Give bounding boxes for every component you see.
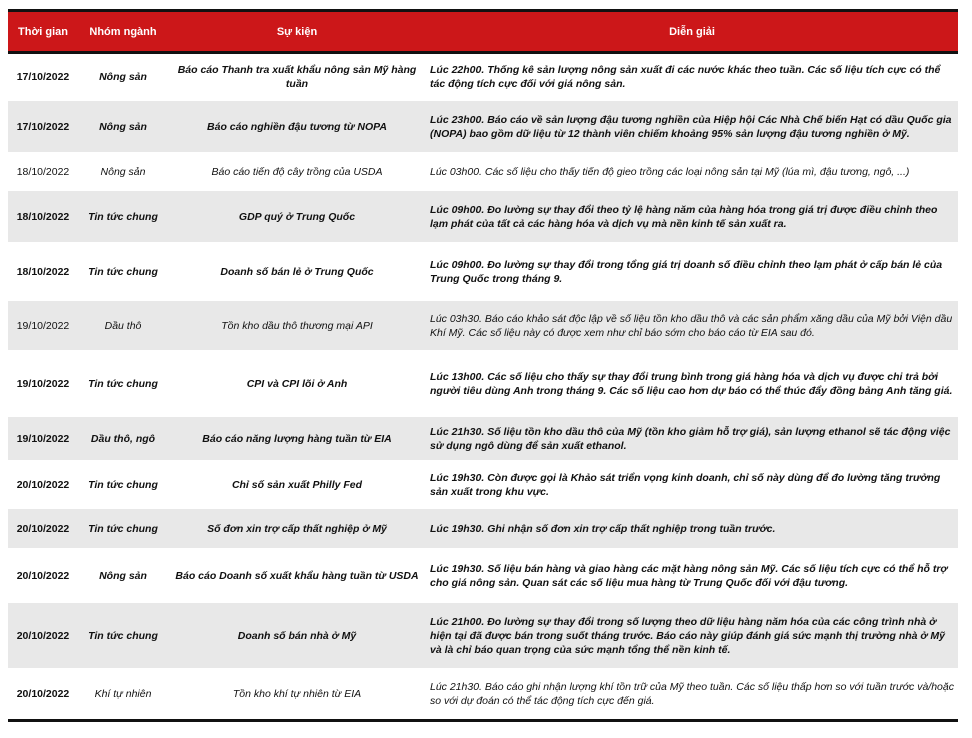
header-row xyxy=(8,11,958,53)
cell-date: 19/10/2022 xyxy=(8,417,78,461)
cell-sector: Nông sản xyxy=(78,153,168,191)
cell-event: Chỉ số sản xuất Philly Fed xyxy=(168,461,426,509)
cell-description: Lúc 19h30. Số liệu bán hàng và giao hàng các mặt hàng nông sản Mỹ. Các số liệu tích cực có thể hỗ trợ cho giá nông sản. Quan sát các số liệu mua hàng từ Trung Quốc đối với đậu tương. xyxy=(426,549,958,603)
cell-date: 18/10/2022 xyxy=(8,243,78,301)
header-sector: Nhóm ngành xyxy=(78,11,168,53)
cell-description: Lúc 19h30. Ghi nhận số đơn xin trợ cấp thất nghiệp trong tuần trước. xyxy=(426,509,958,549)
cell-description: Lúc 23h00. Báo cáo về sản lượng đậu tương nghiền của Hiệp hội Các Nhà Chế biến Hạt có dầu Quốc gia (NOPA) bao gồm dữ liệu từ 12 thành viên chiếm khoảng 95% sản lượng đậu tương nghiền ở Mỹ. xyxy=(426,101,958,153)
cell-sector: Tin tức chung xyxy=(78,351,168,417)
cell-sector: Nông sản xyxy=(78,53,168,101)
cell-sector: Khí tự nhiên xyxy=(78,669,168,721)
table-row xyxy=(8,153,958,191)
cell-event: Báo cáo Thanh tra xuất khẩu nông sản Mỹ hàng tuần xyxy=(168,53,426,101)
cell-date: 20/10/2022 xyxy=(8,461,78,509)
cell-event: Số đơn xin trợ cấp thất nghiệp ở Mỹ xyxy=(168,509,426,549)
cell-description: Lúc 22h00. Thống kê sản lượng nông sản xuất đi các nước khác theo tuần. Các số liệu tích cực có thể tác động tích cực đối với giá nông sản. xyxy=(426,53,958,101)
cell-sector: Tin tức chung xyxy=(78,243,168,301)
cell-event: Doanh số bán nhà ở Mỹ xyxy=(168,603,426,669)
cell-event: Báo cáo Doanh số xuất khẩu hàng tuần từ USDA xyxy=(168,549,426,603)
cell-event: GDP quý ở Trung Quốc xyxy=(168,191,426,243)
cell-event: Tồn kho khí tự nhiên từ EIA xyxy=(168,669,426,721)
table-row xyxy=(8,53,958,101)
cell-description: Lúc 13h00. Các số liệu cho thấy sự thay đổi trung bình trong giá hàng hóa và dịch vụ được chi trả bởi người tiêu dùng Anh trong tháng 9. Các số liệu cao hơn dự báo có thể thúc đẩy đồng bảng Anh tăng giá. xyxy=(426,351,958,417)
cell-description: Lúc 21h30. Báo cáo ghi nhận lượng khí tồn trữ của Mỹ theo tuần. Các số liệu thấp hơn so với tuần trước và/hoặc so với dự đoán có thể tác động tích cực đến giá. xyxy=(426,669,958,721)
event-calendar-table xyxy=(8,9,958,722)
cell-date: 18/10/2022 xyxy=(8,191,78,243)
cell-event: CPI và CPI lõi ở Anh xyxy=(168,351,426,417)
table-row xyxy=(8,191,958,243)
cell-date: 20/10/2022 xyxy=(8,549,78,603)
cell-sector: Dầu thô xyxy=(78,301,168,351)
header-time: Thời gian xyxy=(8,11,78,53)
header-event: Sự kiện xyxy=(168,11,426,53)
cell-sector: Tin tức chung xyxy=(78,191,168,243)
cell-description: Lúc 21h30. Số liệu tồn kho dầu thô của Mỹ (tồn kho giảm hỗ trợ giá), sản lượng ethanol sẽ tác động việc sử dụng ngô dùng để sản xuất ethanol. xyxy=(426,417,958,461)
cell-sector: Dầu thô, ngô xyxy=(78,417,168,461)
cell-description: Lúc 19h30. Còn được gọi là Khảo sát triển vọng kinh doanh, chỉ số này dùng để đo lường tăng trưởng sản xuất trong khu vực. xyxy=(426,461,958,509)
cell-sector: Tin tức chung xyxy=(78,461,168,509)
cell-date: 19/10/2022 xyxy=(8,301,78,351)
cell-event: Báo cáo nghiền đậu tương từ NOPA xyxy=(168,101,426,153)
table-header xyxy=(8,11,958,53)
cell-event: Doanh số bán lẻ ở Trung Quốc xyxy=(168,243,426,301)
cell-description: Lúc 03h30. Báo cáo khảo sát độc lập về số liệu tồn kho dầu thô và các sản phẩm xăng dầu của Mỹ bởi Viện dầu Khí Mỹ. Các số liệu này có được xem như chỉ báo sớm cho báo cáo từ EIA sau đó. xyxy=(426,301,958,351)
cell-date: 20/10/2022 xyxy=(8,603,78,669)
table-row xyxy=(8,101,958,153)
cell-date: 19/10/2022 xyxy=(8,351,78,417)
table-row xyxy=(8,509,958,549)
cell-event: Báo cáo tiến độ cây trồng của USDA xyxy=(168,153,426,191)
cell-description: Lúc 21h00. Đo lường sự thay đổi trong số lượng theo dữ liệu hàng năm hóa của các công trình nhà ở hiện tại đã được bán trong suốt tháng trước. Báo cáo này giúp đánh giá sức mạnh thị trường nhà ở Mỹ và là chỉ báo quan trọng của sức mạnh tổng thể nền kinh tế. xyxy=(426,603,958,669)
cell-date: 18/10/2022 xyxy=(8,153,78,191)
header-description: Diễn giải xyxy=(426,11,958,53)
cell-event: Báo cáo năng lượng hàng tuần từ EIA xyxy=(168,417,426,461)
cell-description: Lúc 03h00. Các số liệu cho thấy tiến độ gieo trồng các loại nông sản tại Mỹ (lúa mì, đậu tương, ngô, ...) xyxy=(426,153,958,191)
cell-date: 20/10/2022 xyxy=(8,509,78,549)
table-row xyxy=(8,669,958,721)
cell-date: 20/10/2022 xyxy=(8,669,78,721)
table-row xyxy=(8,549,958,603)
cell-date: 17/10/2022 xyxy=(8,53,78,101)
cell-description: Lúc 09h00. Đo lường sự thay đổi theo tỷ lệ hàng năm của hàng hóa trong giá trị được điều chỉnh theo lạm phát của tất cả các hàng hóa và dịch vụ mà nền kinh tế sản xuất ra. xyxy=(426,191,958,243)
cell-sector: Tin tức chung xyxy=(78,603,168,669)
cell-date: 17/10/2022 xyxy=(8,101,78,153)
table-row xyxy=(8,301,958,351)
cell-sector: Nông sản xyxy=(78,549,168,603)
cell-sector: Nông sản xyxy=(78,101,168,153)
table-row xyxy=(8,243,958,301)
cell-description: Lúc 09h00. Đo lường sự thay đổi trong tổng giá trị doanh số điều chỉnh theo lạm phát ở cấp bán lẻ của Trung Quốc trong tháng 9. xyxy=(426,243,958,301)
table-body xyxy=(8,53,958,721)
table-row xyxy=(8,417,958,461)
table-row xyxy=(8,461,958,509)
table-row xyxy=(8,351,958,417)
cell-event: Tồn kho dầu thô thương mại API xyxy=(168,301,426,351)
table-row xyxy=(8,603,958,669)
cell-sector: Tin tức chung xyxy=(78,509,168,549)
